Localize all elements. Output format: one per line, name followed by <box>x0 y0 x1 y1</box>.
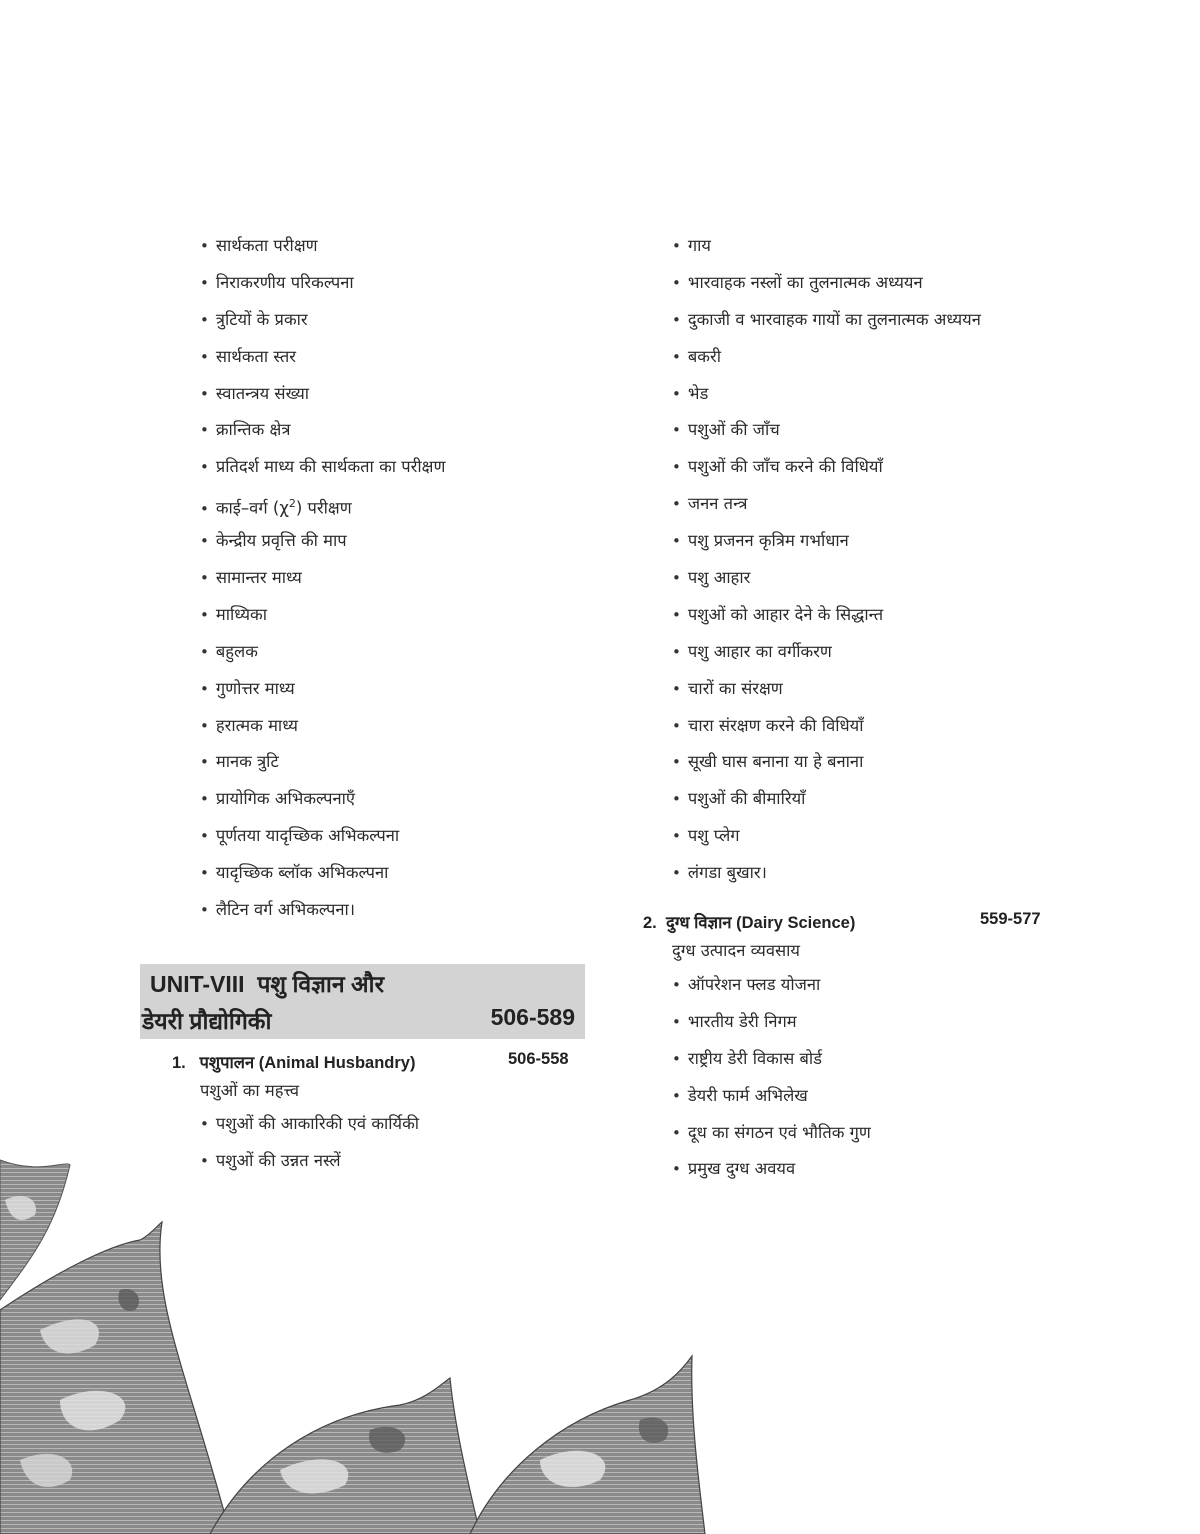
leaf-shape <box>210 1378 480 1534</box>
left-topic-list <box>200 228 600 929</box>
right-topic-list <box>672 228 1092 892</box>
list-item: • हरात्मक माध्य <box>200 708 600 745</box>
list-item: • लैटिन वर्ग अभिकल्पना। <box>200 892 600 929</box>
unit-heading <box>140 964 585 1039</box>
list-item: • चारों का संरक्षण <box>672 671 1092 708</box>
list-item: • गाय <box>672 228 1092 265</box>
section-subtitle: दुग्ध उत्पादन व्यवसाय <box>672 941 800 960</box>
list-item: • दुकाजी व भारवाहक गायों का तुलनात्मक अध्ययन <box>672 302 1092 339</box>
list-item: • प्रतिदर्श माध्य की सार्थकता का परीक्षण <box>200 449 600 486</box>
list-item: • पूर्णतया यादृच्छिक अभिकल्पना <box>200 818 600 855</box>
list-item: • पशु आहार <box>672 560 1092 597</box>
list-item: • निराकरणीय परिकल्पना <box>200 265 600 302</box>
list-item: • भेड <box>672 376 1092 413</box>
leaf-shape <box>470 1356 705 1534</box>
list-item: • पशुओं की बीमारियाँ <box>672 781 1092 818</box>
section-number: 2. <box>643 914 657 932</box>
list-item: • दूध का संगठन एवं भौतिक गुण <box>672 1115 871 1152</box>
unit-title-part1: पशु विज्ञान और <box>257 971 384 997</box>
list-item: • पशुओं की जाँच <box>672 412 1092 449</box>
list-item: • ऑपरेशन फ्लड योजना <box>672 967 871 1004</box>
section-title: दुग्ध विज्ञान (Dairy Science) <box>665 914 856 932</box>
list-item: • पशु प्लेग <box>672 818 1092 855</box>
section-heading-dairy-science <box>643 910 855 933</box>
list-item: • सामान्तर माध्य <box>200 560 600 597</box>
section-subtitle: पशुओं का महत्त्व <box>200 1081 300 1100</box>
chi-square-label: काई–वर्ग <box>215 498 268 518</box>
list-item: • सार्थकता परीक्षण <box>200 228 600 265</box>
list-item: • सार्थकता स्तर <box>200 339 600 376</box>
section-heading-animal-husbandry <box>172 1050 415 1073</box>
list-item: • डेयरी फार्म अभिलेख <box>672 1078 871 1115</box>
list-item: • बकरी <box>672 339 1092 376</box>
chi-square-suffix: परीक्षण <box>307 498 352 518</box>
list-item: • चारा संरक्षण करने की विधियाँ <box>672 708 1092 745</box>
section-title: पशुपालन (Animal Husbandry) <box>199 1054 416 1072</box>
list-item: • जनन तन्त्र <box>672 486 1092 523</box>
list-item: • पशु प्रजनन कृत्रिम गर्भाधान <box>672 523 1092 560</box>
list-item: • क्रान्तिक क्षेत्र <box>200 412 600 449</box>
list-item: • बहुलक <box>200 634 600 671</box>
list-item: • त्रुटियों के प्रकार <box>200 302 600 339</box>
list-item: • पशु आहार का वर्गीकरण <box>672 634 1092 671</box>
list-item: • गुणोत्तर माध्य <box>200 671 600 708</box>
list-item: • स्वातन्त्रय संख्या <box>200 376 600 413</box>
list-item: • सूखी घास बनाना या हे बनाना <box>672 744 1092 781</box>
list-item: • भारवाहक नस्लों का तुलनात्मक अध्ययन <box>672 265 1092 302</box>
unit-pages: 506-589 <box>490 1004 575 1030</box>
list-item: • प्रायोगिक अभिकल्पनाएँ <box>200 781 600 818</box>
chi-power: 2 <box>288 497 296 511</box>
section-number: 1. <box>172 1054 186 1072</box>
list-item: • मानक त्रुटि <box>200 744 600 781</box>
list-item: • माध्यिका <box>200 597 600 634</box>
list-item-chi-square: • काई–वर्ग $(\chi^2)$ परीक्षण <box>200 486 600 523</box>
section-pages: 506-558 <box>508 1050 569 1068</box>
list-item: • प्रमुख दुग्ध अवयव <box>672 1151 871 1188</box>
decorative-leaves-image <box>0 1130 760 1534</box>
list-item: • राष्ट्रीय डेरी विकास बोर्ड <box>672 1041 871 1078</box>
list-item: • पशुओं की आकारिकी एवं कार्यिकी <box>200 1106 419 1143</box>
unit-title-line1 <box>150 967 384 999</box>
list-item: • पशुओं को आहार देने के सिद्धान्त <box>672 597 1092 634</box>
list-item: • लंगडा बुखार। <box>672 855 1092 892</box>
chi-symbol: χ <box>279 498 289 518</box>
list-item: • पशुओं की उन्नत नस्लें <box>200 1143 419 1180</box>
list-item: • केन्द्रीय प्रवृत्ति की माप <box>200 523 600 560</box>
list-item: • भारतीय डेरी निगम <box>672 1004 871 1041</box>
list-item: • यादृच्छिक ब्लॉक अभिकल्पना <box>200 855 600 892</box>
leaf-shape <box>0 1222 230 1534</box>
unit-label: UNIT-VIII <box>150 971 245 997</box>
section-pages: 559-577 <box>980 910 1041 928</box>
list-item: • पशुओं की जाँच करने की विधियाँ <box>672 449 1092 486</box>
unit-title-line2: डेयरी प्रौद्योगिकी <box>142 1008 272 1034</box>
